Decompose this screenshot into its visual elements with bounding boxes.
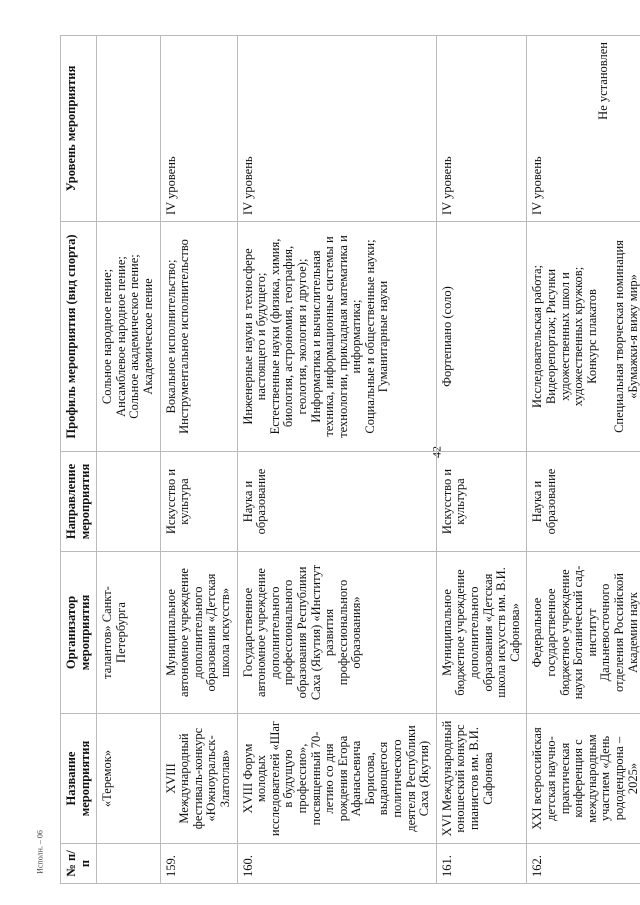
event-level [97, 36, 160, 222]
event-name: XVI Международный юношеский конкурс пианистов им. В.И. Сафонова [436, 714, 527, 844]
event-organizer: Государственное автономное учреждение дополнительного профессионального образования Республики Саха (Якутия) «Институт развития профессионального образования» [237, 552, 436, 714]
event-name: «Теремок» [97, 714, 160, 844]
header-organizer: Организатор мероприятия [61, 552, 97, 714]
event-level-cell [527, 36, 640, 222]
row-number: 162. [527, 844, 640, 884]
row-number: 160. [237, 844, 436, 884]
event-profile: Вокальное исполнительство; Инструментальное исполнительство [160, 222, 237, 452]
event-name: XVIII Форум молодых исследователей «Шаг в будущую профессию», посвященный 70-летию со дня рождения Егора Афанасьевича Борисова, выдающегося политического деятеля Республики Саха (Якутия) [237, 714, 436, 844]
footer-note: Исполн. – 06 [35, 830, 45, 874]
header-direction: Направление мероприятия [61, 452, 97, 552]
event-name: XVIII Международный фестиваль-конкурс «Южноуральск-Златоглав» [160, 714, 237, 844]
event-level: IV уровень [530, 156, 545, 215]
header-level: Уровень мероприятия [61, 36, 97, 222]
event-direction [97, 452, 160, 552]
event-direction: Искусство и культура [160, 452, 237, 552]
event-profile: Фортепиано (соло) [436, 222, 527, 452]
table-row [160, 36, 237, 884]
events-table [60, 35, 640, 884]
page-number: 42 [429, 446, 444, 458]
event-organizer: Федеральное государственное бюджетное учреждение науки Ботанический сад-институт Дальневосточного отделения Российской Академии наук [527, 552, 640, 714]
event-level: IV уровень [160, 36, 237, 222]
event-level: IV уровень [436, 36, 527, 222]
event-level: IV уровень [237, 36, 436, 222]
table-row [436, 36, 527, 884]
event-direction: Искусство и культура [436, 452, 527, 552]
header-event-name: Название мероприятия [61, 714, 97, 844]
event-profile: Инженерные науки в техносфере настоящего и будущего; Естественные науки (физика, химия, биология, астрономия, география, геология, экология и другое); Информатика и вычислительная техника, информационные системы и технологии, прикладная математика и информатика; Социальные и общественные науки; Гуманитарные науки [237, 222, 436, 452]
header-number: № п/п [61, 844, 97, 884]
event-direction: Наука и образование [527, 452, 640, 552]
table-header-row [61, 36, 97, 884]
row-number: 161. [436, 844, 527, 884]
rotated-page-content [60, 36, 640, 884]
table-row [527, 36, 640, 884]
event-level-extra: Не установлен [596, 42, 610, 120]
row-number: 159. [160, 844, 237, 884]
event-organizer: Муниципальное автономное учреждение дополнительного образования «Детская школа искусств» [160, 552, 237, 714]
event-organizer: Муниципальное бюджетное учреждение дополнительного образования «Детская школа искусств им. В.И. Сафонова» [436, 552, 527, 714]
row-number [97, 844, 160, 884]
header-profile: Профиль мероприятия (вид спорта) [61, 222, 97, 452]
event-name: XXI всероссийская детская научно-практическая конференция с международным участием «День рододендрона – 2025» [527, 714, 640, 844]
event-profile: Исследовательская работа; Видеорепортаж; Рисунки художественных школ и художественных кружков; Конкурс плакатов Специальная творческая номинация «Бумажки-я вижу мир» [527, 222, 640, 452]
event-organizer: талантов» Санкт-Петербурга [97, 552, 160, 714]
table-row [237, 36, 436, 884]
table-row [97, 36, 160, 884]
event-direction: Наука и образование [237, 452, 436, 552]
event-profile: Сольное народное пение; Ансамблевое народное пение; Сольное академическое пение; Академическое пение [97, 222, 160, 452]
